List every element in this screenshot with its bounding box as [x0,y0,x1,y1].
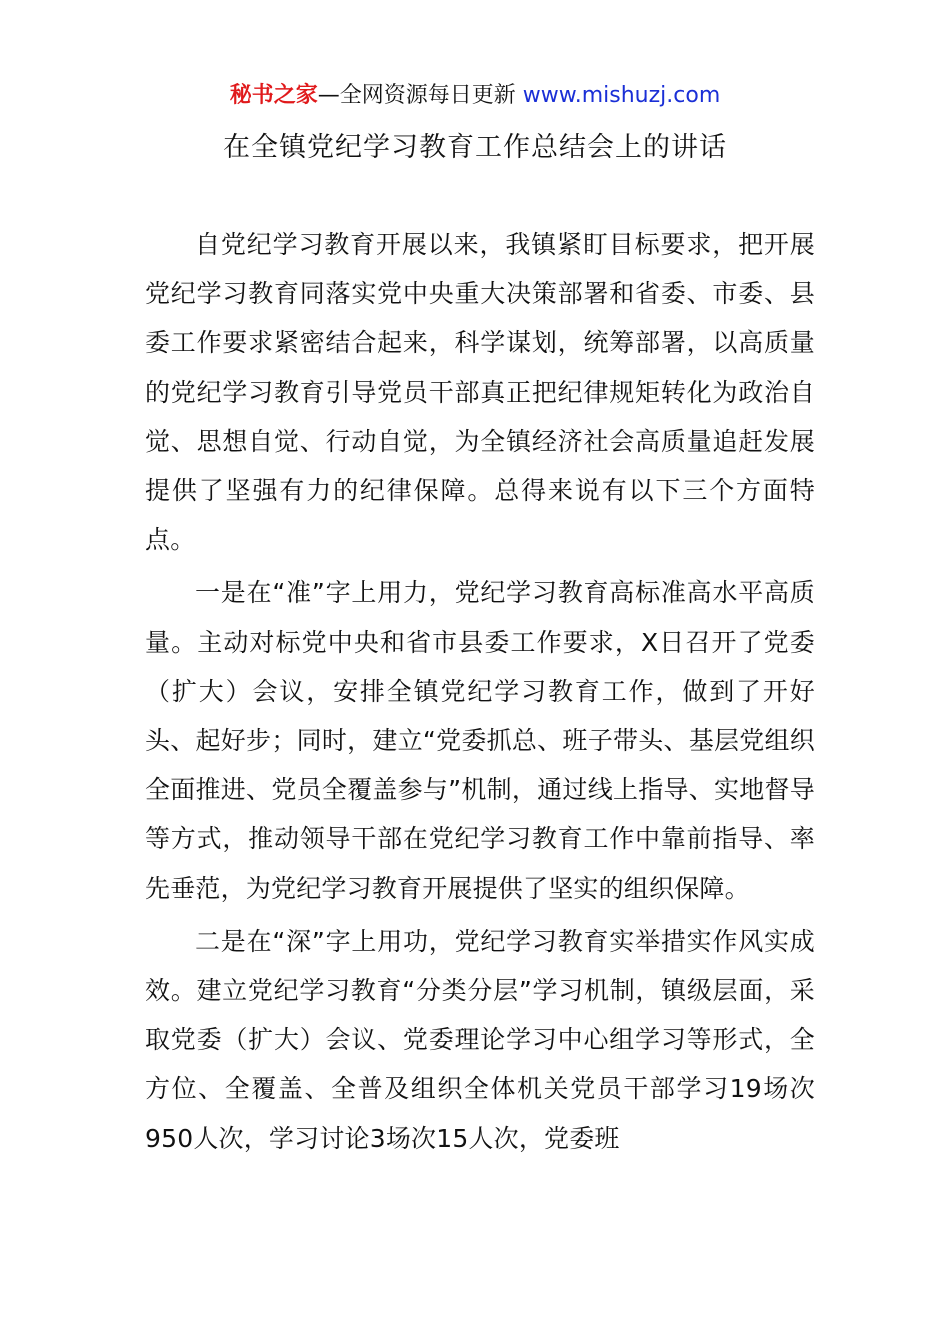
brand-name: 秘书之家 [229,83,318,108]
body-paragraph-1: 自党纪学习教育开展以来，我镇紧盯目标要求，把开展党纪学习教育同落实党中央重大决策部署和省委、市委、县委工作要求紧密结合起来，科学谋划，统筹部署，以高质量的党纪学习教育引导党员干部真正把纪律规矩转化为政治自觉、思想自觉、行动自觉，为全镇经济社会高质量追赶发展提供了坚强有力的纪律保障。总得来说有以下三个方面特点。 [145,230,815,555]
document-body [145,220,815,1163]
body-paragraph-2: 一是在“准”字上用力，党纪学习教育高标准高水平高质量。主动对标党中央和省市县委工作要求，X日召开了党委（扩大）会议，安排全镇党纪学习教育工作，做到了开好头、起好步；同时，建立“党委抓总、班子带头、基层党组织全面推进、党员全覆盖参与”机制，通过线上指导、实地督导等方式，推动领导干部在党纪学习教育工作中靠前指导、率先垂范，为党纪学习教育开展提供了坚实的组织保障。 [145,578,815,903]
site-header-banner [0,80,950,112]
site-tagline: —全网资源每日更新 [317,83,516,108]
body-paragraph-3: 二是在“深”字上用功，党纪学习教育实举措实作风实成效。建立党纪学习教育“分类分层”学习机制，镇级层面，采取党委（扩大）会议、党委理论学习中心组学习等形式，全方位、全覆盖、全普及组织全体机关党员干部学习19场次950人次，学习讨论3场次15人次，党委班 [145,926,815,1153]
site-url-link[interactable]: www.mishuzj.com [522,83,721,108]
document-title: 在全镇党纪学习教育工作总结会上的讲话 [223,132,727,163]
